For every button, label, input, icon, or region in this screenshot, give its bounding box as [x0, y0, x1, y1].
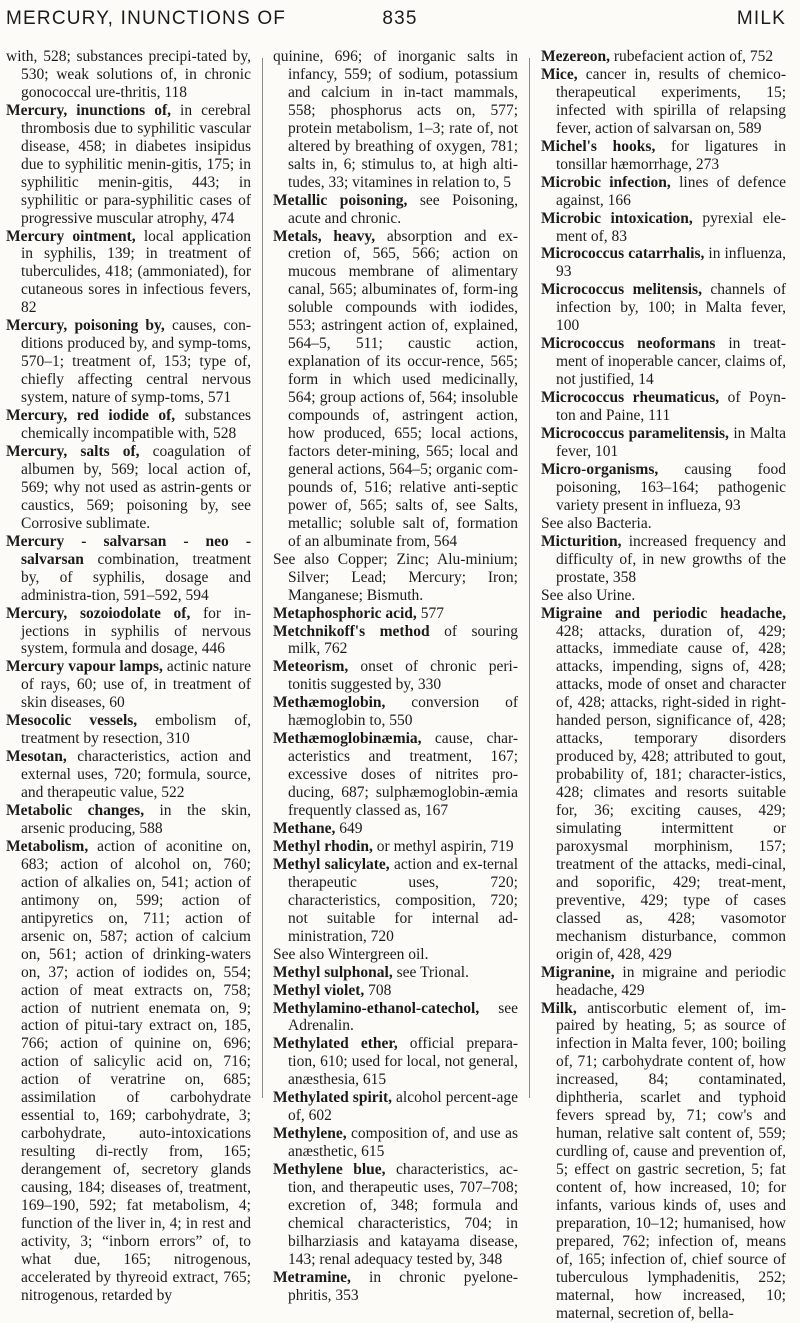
entry-text: combination, treatment by, of syphilis, dosage and administra-tion, 591–592, 594 [21, 550, 251, 604]
index-entry [6, 228, 251, 318]
index-entry [273, 48, 518, 192]
entry-heading: Metabolism, [6, 837, 89, 855]
entry-text: see Adrenalin. [288, 999, 518, 1035]
entry-text: increased frequency and difficulty of, in new growths of the prostate, 358 [556, 532, 786, 586]
entry-text: See also Urine. [541, 586, 636, 604]
index-entry [541, 174, 786, 210]
index-entry [541, 245, 786, 281]
index-entry [273, 192, 518, 228]
index-entry [541, 964, 786, 1000]
index-entry [6, 838, 251, 1305]
entry-text: for in-jections in syphilis of nervous system, formula and dosage, 446 [21, 604, 251, 658]
index-entry [6, 658, 251, 712]
entry-heading: Metabolic changes, [6, 802, 145, 820]
index-entry [273, 964, 518, 982]
index-entry [273, 1269, 518, 1305]
entry-heading: Michel's hooks, [541, 137, 656, 155]
entry-heading: Micrococcus rheumaticus, [541, 389, 720, 407]
entry-heading: Mercury, inunctions of, [6, 101, 171, 119]
entry-text: embolism of, treatment by resection, 310 [21, 712, 251, 748]
entry-heading: Methæmoglobinæmia, [273, 730, 422, 748]
index-entry [273, 694, 518, 730]
index-entry [6, 802, 251, 838]
index-entry [541, 138, 786, 174]
entry-heading: Methyl salicylate, [273, 855, 390, 873]
index-entry [541, 1000, 786, 1323]
entry-heading: Migraine and periodic headache, [541, 604, 786, 622]
entry-text: composition of, and use as anæsthetic, 615 [288, 1125, 518, 1161]
index-entry [273, 946, 518, 964]
index-entry [273, 1089, 518, 1125]
entry-text: action of aconitine on, 683; action of alcohol on, 760; action of alkalies on, 541; action of antimony on, 599; action of antipyretics on, 711; action of arsenic on, 587; action of calcium on, 561; action of drinking-waters on, 37; action of iodides on, 554; action of meat extracts on, 758; action of nutrient enemata on, 9; action of pitui-tary extract on, 185, 766; action of quinine on, 696; action of salicylic acid on, 716; action of veratrine on, 685; assimilation of carbohydrate essential to, 169; carbohydrate, 3; carbohydrate, auto-intoxications resulting di-rectly from, 165; derangement of, secretory glands causing, 184; diseases of, treatment, 169–190, 592; fat metabolism, 4; function of the liver in, 4; in rest and activity, 3; “inborn errors” of, to what due, 165; nitrogenous, accelerated by thyreoid extract, 765; nitrogenous, retarded by [21, 837, 251, 1304]
index-entry [273, 856, 518, 946]
index-entry [273, 982, 518, 1000]
entry-text: in chronic pyelone-phritis, 353 [288, 1268, 518, 1304]
entry-heading: Mezereon, [541, 48, 610, 65]
entry-heading: Micrococcus paramelitensis, [541, 425, 729, 443]
entry-heading: Metchnikoff's method [273, 622, 430, 640]
entry-heading: Metals, heavy, [273, 227, 376, 245]
entry-text: causes, con-ditions produced by, and symp-toms, 570–1; treatment of, 153; type of, chiefly affecting central nervous system, nature of symp-toms, 571 [21, 317, 251, 407]
entry-heading: Methæmoglobin, [273, 694, 386, 712]
entry-heading: Mercury ointment, [6, 227, 136, 245]
entry-text: pyrexial ele-ment of, 83 [556, 209, 787, 245]
entry-text: onset of chronic peri-tonitis suggested by, 330 [288, 658, 518, 694]
entry-heading: Metallic poisoning, [273, 191, 408, 209]
entry-text: causing food poisoning, 163–164; pathogenic variety present in influeza, 93 [556, 460, 786, 514]
entry-text: in Malta fever, 101 [556, 425, 786, 460]
entry-text: characteristics, ac-tion, and therapeutic uses, 707–708; excretion of, 348; formula and chemical characteristics, 704; in bilharziasis and katayama disease, 143; renal adequacy tested by, 348 [288, 1161, 519, 1268]
index-entry [541, 605, 786, 964]
entry-text: of Poyn-ton and Paine, 111 [556, 389, 786, 425]
entry-text: 649 [335, 819, 363, 837]
index-entry [6, 48, 251, 102]
index-entry [541, 515, 786, 533]
index-entry [6, 748, 251, 802]
index-entry [541, 335, 786, 389]
entry-text: rubefacient action of, 752 [610, 48, 774, 65]
entry-text: conversion of hæmoglobin to, 550 [288, 694, 518, 730]
index-entry [6, 102, 251, 228]
index-entry [273, 1000, 518, 1036]
index-entry [273, 730, 518, 820]
index-entry [541, 425, 786, 461]
index-column-3 [541, 48, 787, 1322]
entry-heading: Milk, [541, 999, 577, 1017]
entry-heading: Metramine, [273, 1268, 351, 1286]
entry-text: for ligatures in tonsillar hæmorrhage, 273 [556, 137, 786, 173]
entry-heading: Mercury, salts of, [6, 442, 140, 460]
column-divider [529, 58, 530, 1098]
index-entry [6, 712, 251, 748]
entry-text: See also Copper; Zinc; Alu-minium; Silver; Lead; Mercury; Iron; Manganese; Bismuth. [273, 550, 518, 604]
index-entry [6, 533, 251, 605]
entry-text: in migraine and periodic headache, 429 [556, 963, 786, 999]
index-entry [273, 1161, 518, 1269]
entry-text: in the skin, arsenic producing, 588 [21, 802, 251, 837]
index-entry [541, 587, 786, 605]
entry-text: of souring milk, 762 [288, 622, 518, 658]
entry-text: in influenza, 93 [556, 245, 786, 281]
entry-heading: Methylene blue, [273, 1161, 386, 1179]
entry-text: action and ex-ternal therapeutic uses, 720; characteristics, composition, 720; not suitable for internal ad-ministration, 720 [288, 855, 518, 945]
entry-text: see Poisoning, acute and chronic. [288, 191, 518, 227]
index-column-1 [6, 48, 251, 1304]
entry-text: with, 528; substances precipi-tated by, 530; weak solutions of, in chronic gonococcal ure-thritis, 118 [6, 48, 251, 101]
entry-heading: Micrococcus melitensis, [541, 281, 702, 299]
entry-heading: Mercury, poisoning by, [6, 317, 165, 335]
index-entry [541, 66, 786, 138]
entry-text: lines of defence against, 166 [556, 173, 786, 209]
running-header [0, 8, 800, 48]
index-entry [273, 623, 518, 659]
entry-heading: Micrococcus neoformans [541, 335, 716, 353]
entry-heading: Meteorism, [273, 658, 349, 676]
index-entry [273, 1125, 518, 1161]
entry-text: characteristics, action and external uses, 720; formula, source, and therapeutic value, 522 [21, 748, 251, 802]
entry-heading: Mesocolic vessels, [6, 712, 138, 730]
entry-heading: Methylated ether, [273, 1035, 398, 1053]
entry-heading: Mercury, red iodide of, [6, 407, 176, 425]
entry-heading: Micrococcus catarrhalis, [541, 245, 705, 263]
index-column-2 [273, 48, 519, 1304]
entry-heading: Metaphosphoric acid, [273, 604, 417, 622]
index-entry [6, 605, 251, 659]
entry-heading: Micro-organisms, [541, 460, 659, 478]
index-entry [273, 228, 518, 551]
index-entry [541, 48, 786, 66]
header-right-guide-word: MILK [736, 8, 786, 29]
entry-heading: Migranine, [541, 963, 615, 981]
index-entry [273, 820, 518, 838]
index-entry [273, 658, 518, 694]
entry-text: See also Wintergreen oil. [273, 945, 429, 963]
entry-text: 428; attacks, duration of, 429; attacks, immediate cause of, 428; attacks, impending, signs of, 428; attacks, mode of onset and character of, 428; attacks, right-sided in right-handed person, significance of, 428; attacks, temporary disorders produced by, 428; attributed to gout, probability of, 181; character-istics, 428; climates and resorts suitable for, 36; exciting causes, 429; simulating intermittent or paroxysmal morphinism, 157; treatment of the attacks, medi-cinal, and soporific, 429; treat-ment, preventive, 429; type of cases classed as, 428; vasomotor mechanism disturbance, common origin of, 428, 429 [556, 622, 786, 963]
entry-heading: Mercury, sozoiodolate of, [6, 604, 191, 622]
entry-text: channels of infection by, 100; in Malta fever, 100 [556, 281, 786, 335]
entry-text: in treat-ment of inoperable cancer, claims of, not justified, 14 [556, 335, 786, 389]
index-entry [6, 443, 251, 533]
index-entry [541, 210, 786, 246]
entry-heading: Methane, [273, 819, 336, 837]
entry-heading: Methyl sulphonal, [273, 963, 393, 981]
index-entry [273, 551, 518, 605]
entry-heading: Mercury - salvarsan - neo - salvarsan [6, 532, 251, 568]
entry-text: coagulation of albumen by, 569; local action of, 569; why not used as astrin-gents or caustics, 569; poisoning by, see Corrosive sublimate. [21, 442, 251, 532]
entry-heading: Mercury vapour lamps, [6, 658, 163, 676]
entry-text: see Trional. [392, 963, 469, 981]
index-entry [273, 838, 518, 856]
index-entry [6, 407, 251, 443]
entry-text: antiscorbutic element of, im-paired by heating, 5; as source of infection in Malta fever, 100; boiling of, 71; carbohydrate content of, how increased, 84; contaminated, diphtheria, scarlet and typhoid fevers spread by, 71; cow's and human, relative salt content of, 559; curdling of, cause and prevention of, 5; effect on gastric secretion, 5; fat content of, how increased, 10; for infants, various kinds of, uses and preparation, 10–12; humanised, how prepared, 762; infection of, means of, 165; infection of, chief source of tuberculous lymphadenitis, 252; maternal, how increased, 10; maternal, secretion of, bella- [556, 999, 786, 1322]
entry-text: or methyl aspirin, 719 [372, 837, 514, 855]
page-number: 835 [382, 8, 418, 29]
entry-text: local application in syphilis, 139; in treatment of tuberculides, 418; (ammoniated), for cutaneous sores in infectious fevers, 82 [21, 227, 251, 317]
entry-heading: Methyl violet, [273, 981, 365, 999]
index-entry [541, 281, 786, 335]
index-entry [541, 461, 786, 515]
entry-heading: Methylamino-ethanol-catechol, [273, 999, 480, 1017]
entry-text: 577 [416, 604, 444, 622]
entry-heading: Micturition, [541, 532, 622, 550]
header-left-guide-word: MERCURY, INUNCTIONS OF [6, 8, 287, 29]
index-entry [273, 1035, 518, 1089]
entry-text: quinine, 696; of inorganic salts in infancy, 559; of sodium, potassium and calcium in in-tact mammals, 558; phosphorus acts on, 577; protein metabolism, 1–3; rate of, not altered by breathing of oxygen, 781; salts in, 6; stimulus to, at high alti-tudes, 33; vitamines in relation to, 5 [273, 48, 518, 191]
index-entry [541, 533, 786, 587]
entry-text: 708 [364, 981, 392, 999]
entry-heading: Microbic intoxication, [541, 209, 693, 227]
entry-text: absorption and ex-cretion of, 565, 566; action on mucous membrane of alimentary canal, 565; albuminates of, form-ing soluble compounds with iodides, 553; astringent action of, explained, 564–5, 511; caustic action, explanation of its occur-rence, 565; form in which used medicinally, 564; group actions of, 564; insoluble compounds of, astringent action, how produced, 655; local actions, factors deter-mining, 565; local and general actions, 564–5; organic com-pounds of, 516; relative anti-septic power of, 565; salts of, see Salts, metallic; soluble salt of, formation of an albuminate from, 564 [288, 227, 519, 550]
column-divider [262, 58, 263, 1098]
entry-text: cancer in, results of chemico-therapeutical experiments, 15; infected with spirilla of relapsing fever, action of salvarsan on, 589 [556, 65, 786, 137]
entry-text: in cerebral thrombosis due to syphilitic vascular disease, 458; in diabetes insipidus due to syphilitic menin-gitis, 175; in syphilitic menin-gitis, 443; in syphilitic or para-syphilitic cases of progressive muscular atrophy, 474 [21, 101, 251, 227]
entry-text: cause, char-acteristics and treatment, 167; excessive doses of nitrites pro-ducing, 687; sulphæmoglobin-æmia frequently classed as, 167 [288, 730, 518, 820]
entry-heading: Mice, [541, 65, 578, 83]
entry-text: See also Bacteria. [541, 514, 652, 532]
index-entry [541, 389, 786, 425]
entry-heading: Methyl rhodin, [273, 837, 373, 855]
entry-heading: Methylene, [273, 1125, 347, 1143]
index-entry [6, 317, 251, 407]
entry-text: actinic nature of rays, 60; use of, in treatment of skin diseases, 60 [21, 658, 251, 712]
index-entry [273, 605, 518, 623]
entry-heading: Mesotan, [6, 748, 67, 766]
entry-heading: Microbic infection, [541, 173, 671, 191]
entry-text: alcohol percent-age of, 602 [288, 1089, 518, 1125]
entry-text: substances chemically incompatible with, 528 [21, 407, 251, 443]
entry-heading: Methylated spirit, [273, 1089, 392, 1107]
entry-text: official prepara-tion, 610; used for local, not general, anæsthesia, 615 [288, 1035, 518, 1089]
